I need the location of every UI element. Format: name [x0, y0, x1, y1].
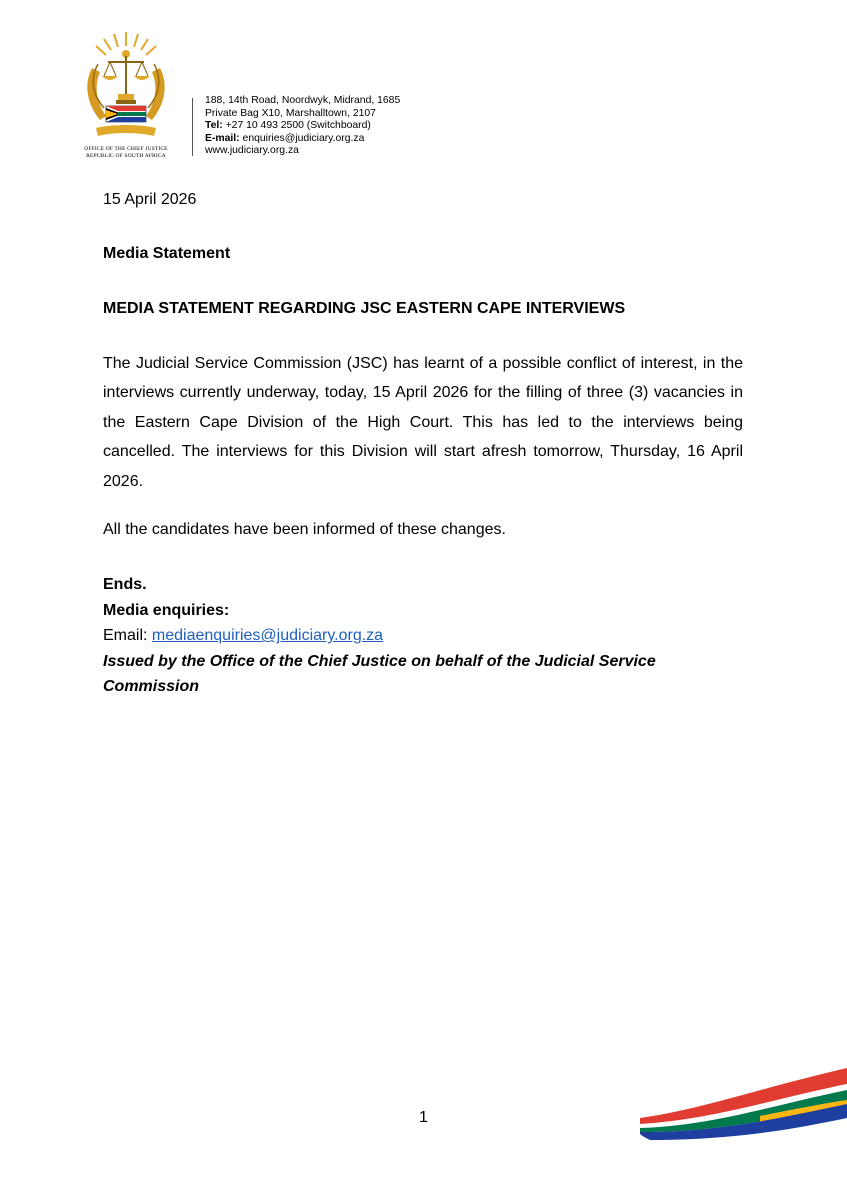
crest-caption [78, 146, 174, 160]
letterhead-divider [192, 98, 193, 156]
crest-caption-line2: REPUBLIC OF SOUTH AFRICA [86, 153, 166, 159]
issued-by: Issued by the Office of the Chief Justice on behalf of the Judicial Service Commission [103, 652, 656, 696]
tel-value: +27 10 493 2500 (Switchboard) [225, 120, 371, 132]
document-label: Media Statement [103, 245, 231, 262]
tel-line [205, 120, 400, 133]
tel-label: Tel: [205, 120, 223, 132]
website[interactable]: www.judiciary.org.za [205, 145, 299, 157]
contact-details [205, 95, 400, 158]
ends-marker: Ends. [103, 576, 147, 594]
email-value[interactable]: enquiries@judiciary.org.za [242, 132, 365, 144]
flag-swoosh-icon [640, 1068, 847, 1140]
document-headline: MEDIA STATEMENT REGARDING JSC EASTERN CAPE INTERVIEWS [103, 300, 626, 317]
letterhead [78, 28, 438, 164]
media-enquiries-label: Media enquiries: [103, 601, 230, 619]
crest-caption-line1: OFFICE OF THE CHIEF JUSTICE [84, 146, 168, 152]
address-line1: 188, 14th Road, Noordwyk, Midrand, 1685 [205, 95, 401, 106]
document-date: 15 April 2026 [103, 191, 197, 208]
email-label: E-mail: [205, 132, 240, 144]
email-line [205, 133, 400, 146]
document-body [103, 190, 743, 700]
address-line2: Private Bag X10, Marshalltown, 2107 [205, 107, 376, 119]
statement-footer [103, 572, 743, 700]
media-email-link[interactable]: mediaenquiries@judiciary.org.za [151, 627, 384, 645]
closing-paragraph: All the candidates have been informed of these changes. [103, 521, 506, 539]
page-number: 1 [419, 1109, 428, 1126]
email-prefix: Email: [103, 627, 148, 645]
body-paragraph: The Judicial Service Commission (JSC) has learnt of a possible conflict of interest, in the interviews currently underway, today, 15 April 2026 for the filling of three (3) vacancies in the Eastern Cape Division of the High Court. This has led to the interviews being cancelled. The interviews for this Division will start afresh tomorrow, Thursday, 16 April 2026. [103, 355, 743, 490]
media-email-line [103, 623, 743, 649]
coat-of-arms-icon [78, 28, 174, 146]
